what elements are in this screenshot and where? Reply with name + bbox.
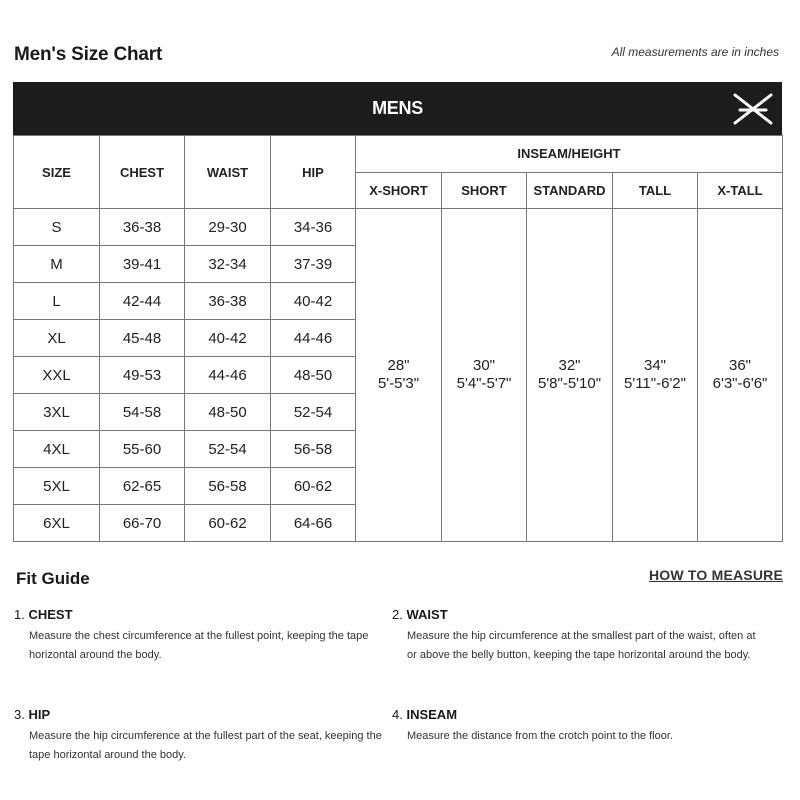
header-waist: WAIST — [185, 136, 271, 209]
hip-cell: 34-36 — [271, 209, 356, 246]
size-cell: L — [14, 283, 100, 320]
inseam-x-short-cell — [356, 209, 442, 542]
size-cell: XL — [14, 320, 100, 357]
table-row — [14, 209, 783, 246]
waist-cell: 29-30 — [185, 209, 271, 246]
hip-cell: 52-54 — [271, 394, 356, 431]
chest-cell: 45-48 — [100, 320, 185, 357]
inseam-height: 5'-5'3" — [377, 375, 420, 392]
header-standard: STANDARD — [527, 172, 613, 209]
chest-cell: 36-38 — [100, 209, 185, 246]
inseam-length: 36" — [728, 357, 751, 374]
inseam-length: 28" — [387, 357, 410, 374]
header-x-short: X-SHORT — [356, 172, 442, 209]
size-cell: M — [14, 246, 100, 283]
guide-heading: WAIST — [406, 607, 448, 622]
guide-item-hip — [14, 707, 386, 765]
guide-description: Measure the hip circumference at the smallest part of the waist, often at or above the belly button, keeping the tape horizontal around the body. — [407, 630, 756, 661]
inseam-length: 32" — [558, 357, 581, 374]
size-cell: S — [14, 209, 100, 246]
fit-guide-title: Fit Guide — [16, 569, 90, 588]
header-hip: HIP — [271, 136, 356, 209]
guide-number: 2. — [392, 607, 403, 622]
inseam-height: 5'11"-6'2" — [624, 375, 686, 392]
chest-cell: 54-58 — [100, 394, 185, 431]
inseam-length: 34" — [643, 357, 666, 374]
page-title: Men's Size Chart — [14, 44, 163, 65]
waist-cell: 60-62 — [185, 505, 271, 542]
waist-cell: 44-46 — [185, 357, 271, 394]
inseam-standard-cell — [527, 209, 613, 542]
chest-cell: 62-65 — [100, 468, 185, 505]
header-tall: TALL — [613, 172, 698, 209]
chart-banner — [13, 82, 782, 135]
guide-heading: CHEST — [28, 607, 73, 622]
waist-cell: 32-34 — [185, 246, 271, 283]
waist-cell: 56-58 — [185, 468, 271, 505]
chest-cell: 42-44 — [100, 283, 185, 320]
header-short: SHORT — [442, 172, 527, 209]
guide-item-waist — [392, 607, 764, 665]
size-cell: 4XL — [14, 431, 100, 468]
hip-cell: 60-62 — [271, 468, 356, 505]
hip-cell: 64-66 — [271, 505, 356, 542]
size-cell: 5XL — [14, 468, 100, 505]
size-chart — [13, 82, 782, 542]
guide-description: Measure the hip circumference at the fullest part of the seat, keeping the tape horizontal around the body. — [29, 730, 382, 761]
banner-title: MENS — [372, 98, 423, 118]
waist-cell: 36-38 — [185, 283, 271, 320]
guide-item-inseam — [392, 707, 764, 746]
inseam-length: 30" — [472, 357, 495, 374]
waist-cell: 48-50 — [185, 394, 271, 431]
inseam-height: 5'4"-5'7" — [456, 375, 512, 392]
chest-cell: 55-60 — [100, 431, 185, 468]
chest-cell: 39-41 — [100, 246, 185, 283]
header-size: SIZE — [14, 136, 100, 209]
brand-logo-icon — [732, 93, 774, 125]
chest-cell: 66-70 — [100, 505, 185, 542]
guide-heading: INSEAM — [406, 707, 458, 722]
size-table — [13, 135, 783, 542]
guide-item-chest — [14, 607, 386, 665]
guide-number: 4. — [392, 707, 403, 722]
size-cell: 3XL — [14, 394, 100, 431]
inseam-short-cell — [442, 209, 527, 542]
waist-cell: 52-54 — [185, 431, 271, 468]
guide-number: 3. — [14, 707, 25, 722]
waist-cell: 40-42 — [185, 320, 271, 357]
size-cell: 6XL — [14, 505, 100, 542]
inseam-height: 6'3"-6'6" — [712, 375, 768, 392]
units-note: All measurements are in inches — [611, 45, 779, 59]
header-chest: CHEST — [100, 136, 185, 209]
guide-description: Measure the chest circumference at the fullest point, keeping the tape horizontal around the body. — [29, 630, 369, 661]
hip-cell: 44-46 — [271, 320, 356, 357]
hip-cell: 56-58 — [271, 431, 356, 468]
hip-cell: 48-50 — [271, 357, 356, 394]
hip-cell: 37-39 — [271, 246, 356, 283]
guide-description: Measure the distance from the crotch point to the floor. — [407, 730, 673, 742]
inseam-height: 5'8"-5'10" — [537, 375, 602, 392]
header-x-tall: X-TALL — [698, 172, 783, 209]
size-cell: XXL — [14, 357, 100, 394]
guide-heading: HIP — [28, 707, 51, 722]
inseam-tall-cell — [613, 209, 698, 542]
chest-cell: 49-53 — [100, 357, 185, 394]
hip-cell: 40-42 — [271, 283, 356, 320]
guide-number: 1. — [14, 607, 25, 622]
how-to-measure-link[interactable]: HOW TO MEASURE — [649, 567, 783, 583]
inseam-x-tall-cell — [698, 209, 783, 542]
header-inseam-height: INSEAM/HEIGHT — [356, 136, 783, 173]
